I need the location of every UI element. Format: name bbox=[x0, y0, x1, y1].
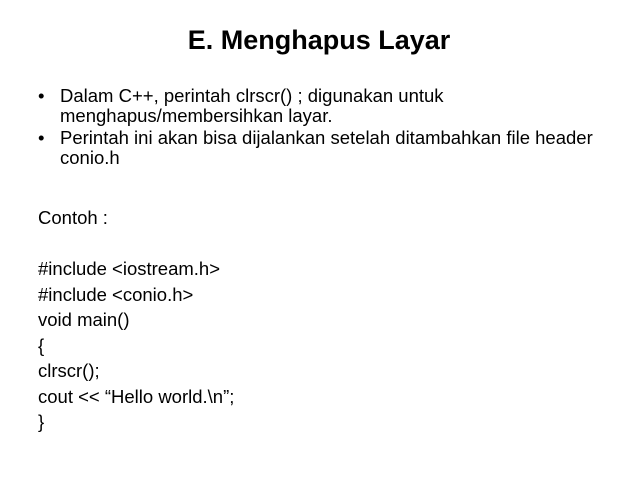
code-line: #include <conio.h> bbox=[38, 283, 194, 305]
code-line: #include <iostream.h> bbox=[38, 258, 221, 279]
code-line: clrscr(); bbox=[38, 360, 100, 381]
example-label: Contoh : bbox=[38, 207, 108, 228]
bullet-item bbox=[38, 86, 618, 125]
bullet-icon: • bbox=[38, 127, 45, 148]
code-line: void main() bbox=[38, 309, 130, 330]
bullet-icon: • bbox=[38, 85, 45, 106]
example-block bbox=[38, 205, 618, 435]
code-line: cout << “Hello world.\n”; bbox=[38, 385, 235, 407]
bullet-item bbox=[38, 128, 618, 167]
code-line: } bbox=[38, 411, 45, 432]
blank-line bbox=[38, 231, 618, 257]
bullet-list bbox=[38, 86, 618, 170]
slide-title: E. Menghapus Layar bbox=[187, 25, 451, 55]
bullet-text: Dalam C++, perintah clrscr() ; digunakan untuk menghapus/membersihkan layar. bbox=[60, 85, 444, 126]
code-line: { bbox=[38, 334, 45, 356]
bullet-text: Perintah ini akan bisa dijalankan setelah ditambahkan file header conio.h bbox=[60, 127, 593, 168]
